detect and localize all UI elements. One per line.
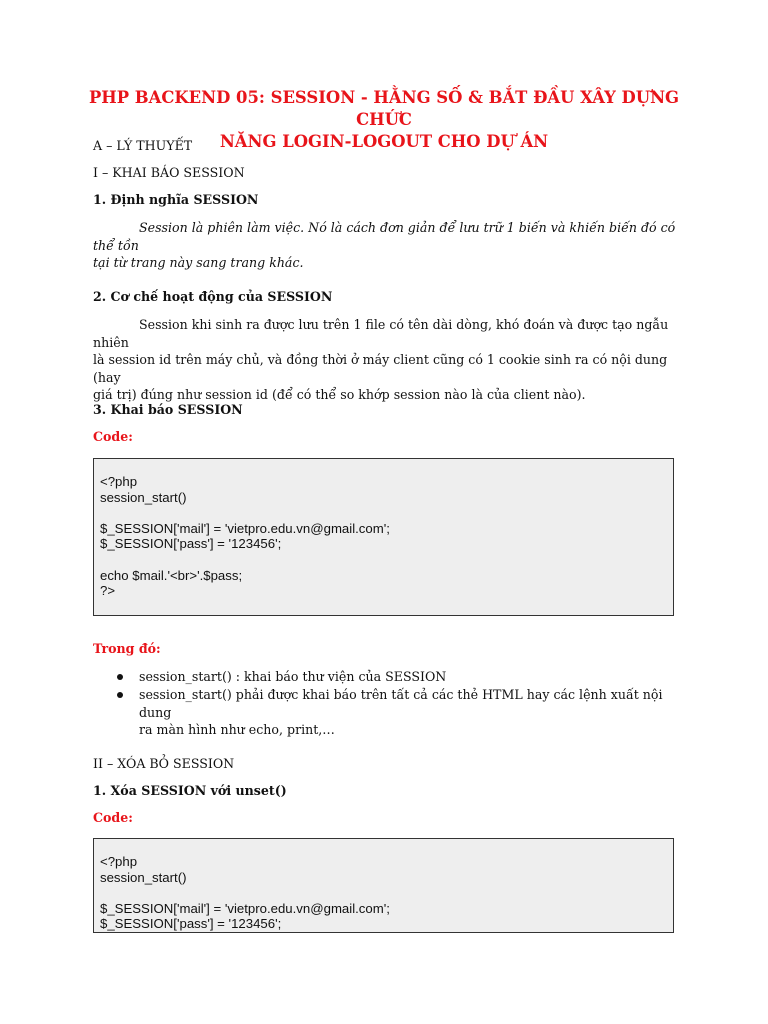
code-line: <?php <box>100 854 138 869</box>
code-line <box>100 885 667 901</box>
code-line <box>100 505 667 521</box>
mechanism-paragraph <box>93 316 683 404</box>
code-line: $_SESSION['pass'] = '123456'; <box>100 916 282 932</box>
title-line-1: PHP BACKEND 05: SESSION - HẰNG SỐ & BẮT ĐẦU XÂY DỰNG CHỨC <box>88 88 680 129</box>
code-line: ?> <box>100 583 116 599</box>
code-block-1 <box>93 458 674 616</box>
code-label-1: Code: <box>93 429 133 444</box>
unset-heading: 1. Xóa SESSION với unset() <box>93 783 287 798</box>
mechanism-line-2: là session id trên máy chủ, và đồng thời ở máy client cũng có 1 cookie sinh ra có nội dung (hay <box>93 352 668 385</box>
mechanism-line-1: Session khi sinh ra được lưu trên 1 file có tên dài dòng, khó đoán và được tạo ngẫu nhiên <box>93 317 669 350</box>
code-line <box>100 552 667 568</box>
where-label: Trong đó: <box>93 641 161 656</box>
mechanism-line-3: giá trị) đúng như session id (để có thể so khớp session nào là của client nào). <box>93 387 586 402</box>
section-a-heading: A – LÝ THUYẾT <box>93 138 193 153</box>
bullet-list <box>93 668 683 739</box>
code-line: echo $mail.'<br>'.$pass; <box>100 567 243 583</box>
bullet-icon <box>117 692 123 698</box>
section-2-heading: II – XÓA BỎ SESSION <box>93 756 235 771</box>
list-item: session_start() phải được khai báo trên tất cả các thẻ HTML hay các lệnh xuất nội dung ra màn hình như echo, print,… <box>93 686 683 739</box>
definition-line-2: tại từ trang này sang trang khác. <box>93 255 304 270</box>
code-line: $_SESSION['pass'] = '123456'; <box>100 536 282 552</box>
declare-heading: 3. Khai báo SESSION <box>93 402 243 417</box>
code-line: <?php <box>100 474 138 489</box>
code-line: $_SESSION['mail'] = 'vietpro.edu.vn@gmail.com'; <box>100 900 390 916</box>
definition-heading: 1. Định nghĩa SESSION <box>93 192 259 207</box>
code-line: session_start() <box>100 489 187 505</box>
title-line-2: NĂNG LOGIN-LOGOUT CHO DỰ ÁN <box>219 132 549 151</box>
code-label-2: Code: <box>93 810 133 825</box>
definition-line-1: Session là phiên làm việc. Nó là cách đơn giản để lưu trữ 1 biến và khiến biến đó có thể tồn <box>93 220 676 253</box>
section-1-heading: I – KHAI BÁO SESSION <box>93 165 245 180</box>
code-line: session_start() <box>100 869 187 885</box>
definition-paragraph <box>93 219 683 272</box>
mechanism-heading: 2. Cơ chế hoạt động của SESSION <box>93 289 333 304</box>
code-block-2 <box>93 838 674 933</box>
bullet-icon <box>117 674 123 680</box>
code-line: $_SESSION['mail'] = 'vietpro.edu.vn@gmail.com'; <box>100 520 390 536</box>
list-item: session_start() : khai báo thư viện của SESSION <box>93 668 683 686</box>
